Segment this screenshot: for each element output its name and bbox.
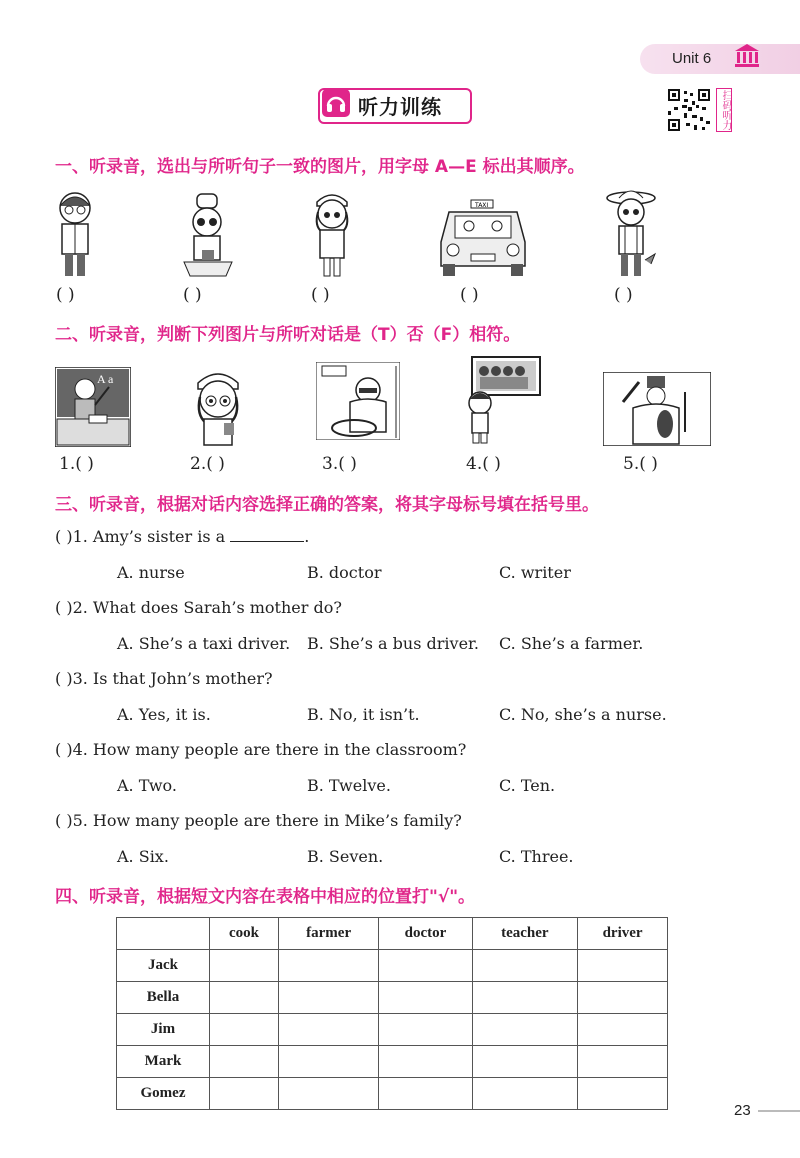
option-c: C. Three.: [499, 847, 574, 866]
table-row: [117, 982, 668, 1014]
question-stem: 1. Amy’s sister is a: [72, 527, 226, 546]
option-a: A. Two.: [117, 776, 177, 795]
answer-cell[interactable]: [472, 982, 578, 1014]
answer-cell[interactable]: [379, 982, 472, 1014]
answer-cell[interactable]: [278, 950, 378, 982]
option-a: A. Six.: [117, 847, 169, 866]
question-3: [55, 669, 273, 688]
answer-cell[interactable]: [278, 1078, 378, 1110]
answer-cell[interactable]: [210, 1078, 279, 1110]
answer-cell[interactable]: [379, 1014, 472, 1046]
page-number-rule: [758, 1110, 800, 1112]
option-c: C. writer: [499, 563, 571, 582]
answer-bracket[interactable]: ( ): [55, 740, 73, 759]
taxi-icon: [435, 198, 531, 278]
svg-text:TAXI: TAXI: [475, 202, 489, 209]
answer-cell[interactable]: [578, 1014, 668, 1046]
answer-cell[interactable]: [278, 1046, 378, 1078]
bracket-2[interactable]: ( ): [183, 285, 202, 305]
driver-icon: [316, 362, 400, 440]
question-stem: 5. How many people are there in Mike’s family?: [72, 811, 462, 830]
answer-blank[interactable]: [230, 527, 304, 542]
answer-cell[interactable]: [472, 950, 578, 982]
section2-heading: 二、听录音，判断下列图片与所听对话是（T）否（F）相符。: [55, 325, 521, 345]
cook-icon: [603, 372, 711, 446]
option-b: B. She’s a bus driver.: [307, 634, 480, 653]
table-row: [117, 1014, 668, 1046]
answer-table: [116, 917, 668, 1110]
column-header: cook: [210, 918, 279, 950]
table-row: [117, 1046, 668, 1078]
answer-cell[interactable]: [472, 1014, 578, 1046]
family-photo-icon: [462, 355, 542, 445]
bracket-3[interactable]: ( ): [311, 285, 330, 305]
answer-cell[interactable]: [472, 1046, 578, 1078]
option-a: A. nurse: [117, 563, 185, 582]
answer-cell[interactable]: [578, 982, 668, 1014]
column-header: driver: [578, 918, 668, 950]
option-a: A. She’s a taxi driver.: [117, 634, 291, 653]
answer-cell[interactable]: [379, 1046, 472, 1078]
teacher-icon: [55, 367, 131, 447]
temple-icon: [733, 42, 761, 68]
nurse-girl-icon: [308, 188, 356, 280]
table-row: [117, 950, 668, 982]
question-stem: 4. How many people are there in the classroom?: [72, 740, 467, 759]
section4-heading: 四、听录音，根据短文内容在表格中相应的位置打"√"。: [55, 887, 476, 907]
answer-bracket[interactable]: ( ): [55, 598, 73, 617]
tf-bracket-3[interactable]: 3.( ): [322, 454, 357, 474]
question-stem-end: .: [304, 527, 310, 546]
option-b: B. Twelve.: [307, 776, 391, 795]
cook-boy-icon: [180, 192, 236, 282]
option-c: C. Ten.: [499, 776, 556, 795]
option-b: B. Seven.: [307, 847, 384, 866]
answer-cell[interactable]: [578, 1046, 668, 1078]
section1-heading: 一、听录音，选出与所听句子一致的图片，用字母 A—E 标出其顺序。: [55, 157, 585, 177]
row-label: Jim: [117, 1014, 210, 1046]
table-row: [117, 1078, 668, 1110]
column-header: teacher: [472, 918, 578, 950]
option-b: B. doctor: [307, 563, 382, 582]
unit-label: Unit 6: [672, 50, 712, 67]
table-header-row: [117, 918, 668, 950]
answer-cell[interactable]: [472, 1078, 578, 1110]
answer-cell[interactable]: [578, 1078, 668, 1110]
answer-cell[interactable]: [210, 1046, 279, 1078]
question-5: [55, 811, 462, 830]
bracket-1[interactable]: ( ): [56, 285, 75, 305]
tf-bracket-2[interactable]: 2.( ): [190, 454, 225, 474]
unit-tab: [640, 44, 800, 74]
row-label: Bella: [117, 982, 210, 1014]
answer-cell[interactable]: [210, 950, 279, 982]
page-number: 23: [734, 1102, 751, 1119]
tf-bracket-1[interactable]: 1.( ): [59, 454, 94, 474]
answer-cell[interactable]: [578, 950, 668, 982]
row-label: Jack: [117, 950, 210, 982]
bracket-4[interactable]: ( ): [460, 285, 479, 305]
tf-bracket-4[interactable]: 4.( ): [466, 454, 501, 474]
doctor-boy-icon: [50, 188, 100, 280]
tf-bracket-5[interactable]: 5.( ): [623, 454, 658, 474]
column-header: [117, 918, 210, 950]
answer-cell[interactable]: [210, 982, 279, 1014]
answer-cell[interactable]: [379, 1078, 472, 1110]
question-1: [55, 527, 309, 546]
question-2: [55, 598, 342, 617]
page-title: 听力训练: [358, 95, 442, 119]
farmer-boy-icon: [603, 186, 659, 280]
option-c: C. No, she’s a nurse.: [499, 705, 667, 724]
answer-bracket[interactable]: ( ): [55, 669, 73, 688]
question-4: [55, 740, 466, 759]
headphones-icon: [322, 89, 350, 117]
answer-bracket[interactable]: ( ): [55, 811, 73, 830]
qr-caption: 扫码听力: [716, 88, 732, 132]
answer-cell[interactable]: [379, 950, 472, 982]
option-b: B. No, it isn’t.: [307, 705, 420, 724]
option-c: C. She’s a farmer.: [499, 634, 644, 653]
qr-code-icon[interactable]: [666, 87, 712, 133]
section3-heading: 三、听录音，根据对话内容选择正确的答案，将其字母标号填在括号里。: [55, 495, 599, 515]
bracket-5[interactable]: ( ): [614, 285, 633, 305]
question-stem: 2. What does Sarah’s mother do?: [72, 598, 342, 617]
blackboard-text: A a: [97, 372, 114, 386]
answer-cell[interactable]: [210, 1014, 279, 1046]
answer-cell[interactable]: [278, 1014, 378, 1046]
answer-cell[interactable]: [278, 982, 378, 1014]
option-a: A. Yes, it is.: [117, 705, 211, 724]
row-label: Mark: [117, 1046, 210, 1078]
column-header: farmer: [278, 918, 378, 950]
question-stem: 3. Is that John’s mother?: [72, 669, 273, 688]
answer-bracket[interactable]: ( ): [55, 527, 73, 546]
column-header: doctor: [379, 918, 472, 950]
nurse-icon: [190, 367, 246, 447]
row-label: Gomez: [117, 1078, 210, 1110]
